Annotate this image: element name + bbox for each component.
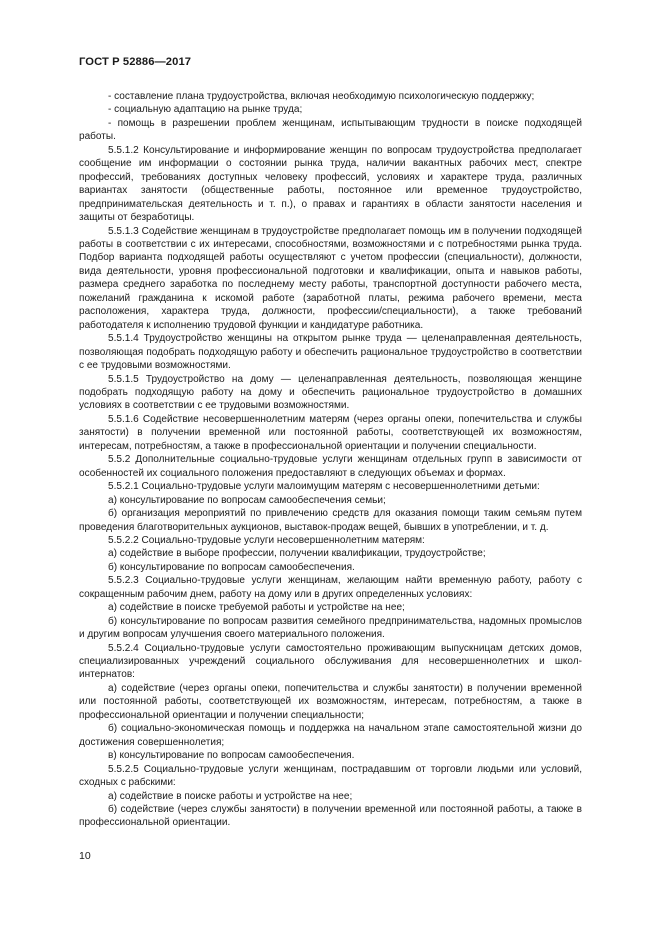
page-number: 10 bbox=[79, 850, 91, 862]
document-body bbox=[79, 90, 582, 830]
paragraph: б) консультирование по вопросам развития семейного предпринимательства, надомных промыслов и другим вопросам улучшения своего материального положения. bbox=[79, 615, 582, 641]
paragraph: 5.5.2.5 Социально-трудовые услуги женщинам, пострадавшим от торговли людьми или условий, сходных с рабскими: bbox=[79, 763, 582, 789]
paragraph: 5.5.1.5 Трудоустройство на дому — целенаправленная деятельность, позволяющая женщине подобрать подходящую работу на дому и обеспечить рациональное трудоустройство в домашних условиях в соответствии с ее трудовыми возможностями. bbox=[79, 373, 582, 412]
paragraph: 5.5.2 Дополнительные социально-трудовые услуги женщинам отдельных групп в зависимости от особенностей их социального положения предоставляют в следующих объемах и формах. bbox=[79, 454, 582, 479]
paragraph: - составление плана трудоустройства, включая необходимую психологическую поддержку; bbox=[108, 91, 535, 102]
paragraph: а) содействие в выборе профессии, получении квалификации, трудоустройстве; bbox=[108, 548, 486, 560]
paragraph: а) консультирование по вопросам самообеспечения семьи; bbox=[108, 494, 386, 506]
paragraph: 5.5.1.4 Трудоустройство женщины на открытом рынке труда — целенаправленная деятельность, позволяющая подобрать подходящую работу и обеспечить рациональное трудоустройство в соответствии с ее трудовыми возможностями. bbox=[79, 333, 582, 372]
paragraph: - социальную адаптацию на рынке труда; bbox=[108, 104, 303, 116]
paragraph: 5.5.1.2 Консультирование и информирование женщин по вопросам трудоустройства предполагает сообщение им информации о состоянии рынка труда, наличии вакантных рабочих мест, спектре профессий, требованиях доступных человеку профессий, условиях и характере труда, различных вариантах занятости (общественные работы, постоянное или временное трудоустройство, предпринимательская деятельность и т. п.), о правах и гарантиях в области занятости населения и защиты от безработицы. bbox=[79, 144, 582, 224]
paragraph: б) содействие (через службы занятости) в получении временной или постоянной работы, а также в профессиональной ориентации. bbox=[79, 804, 582, 829]
paragraph: 5.5.1.6 Содействие несовершеннолетним матерям (через органы опеки, попечительства и службы занятости) в получении временной или постоянной работы, соответствующей их возможностям, интересам, потребностям, а также в профессиональной ориентации и получении специальности. bbox=[79, 413, 582, 452]
paragraph: а) содействие в поиске работы и устройстве на нее; bbox=[108, 790, 353, 802]
paragraph: а) содействие (через органы опеки, попечительства и службы занятости) в получении временной или постоянной работы, соответствующей их возможностям, интересам, потребностям, а также в профессиональной ориентации и получении специальности; bbox=[79, 682, 582, 721]
paragraph: б) организация мероприятий по привлечению средств для оказания помощи таким семьям путем проведения благотворительных аукционов, выставок-продаж вещей, бывших в употреблении, и т. д. bbox=[79, 508, 582, 533]
paragraph: б) консультирование по вопросам самообеспечения. bbox=[108, 561, 355, 573]
paragraph: в) консультирование по вопросам самообеспечения. bbox=[108, 750, 355, 762]
paragraph: б) социально-экономическая помощь и поддержка на начальном этапе самостоятельной жизни до достижения совершеннолетия; bbox=[79, 723, 582, 748]
paragraph: 5.5.1.3 Содействие женщинам в трудоустройстве предполагает помощь им в получении подходящей работы в соответствии с их интересами, способностями, возможностями и с потребностями рынка труда. Подбор варианта подходящей работы осуществляют с учетом профессии (специальности), должности, вида деятельности, уровня профессиональной подготовки и квалификации, опыта и навыков работы, размера среднего заработка по последнему месту работы, транспортной доступности рабочего места, пожеланий гражданина к искомой работе (заработной платы, режима рабочего времени, места расположения, характера труда, должности, профессии/специальности), а также требований работодателя к исполнению трудовой функции и кандидатуре работника. bbox=[79, 225, 582, 331]
paragraph: - помощь в разрешении проблем женщинам, испытывающим трудности в поиске подходящей работы. bbox=[79, 117, 582, 143]
paragraph: 5.5.2.3 Социально-трудовые услуги женщинам, желающим найти временную работу, работу с сокращенным рабочим днем, работу на дому или в других определенных условиях: bbox=[79, 575, 582, 600]
standard-code-header: ГОСТ Р 52886—2017 bbox=[79, 56, 192, 68]
paragraph: 5.5.2.1 Социально-трудовые услуги малоимущим матерям с несовершеннолетними детьми: bbox=[108, 481, 540, 493]
paragraph: а) содействие в поиске требуемой работы и устройстве на нее; bbox=[108, 602, 405, 614]
paragraph: 5.5.2.4 Социально-трудовые услуги самостоятельно проживающим выпускницам детских домов, специализированных учреждений социального обслуживания для несовершеннолетних и школ-интернатов: bbox=[79, 642, 582, 681]
paragraph: 5.5.2.2 Социально-трудовые услуги несовершеннолетним матерям: bbox=[108, 534, 425, 546]
